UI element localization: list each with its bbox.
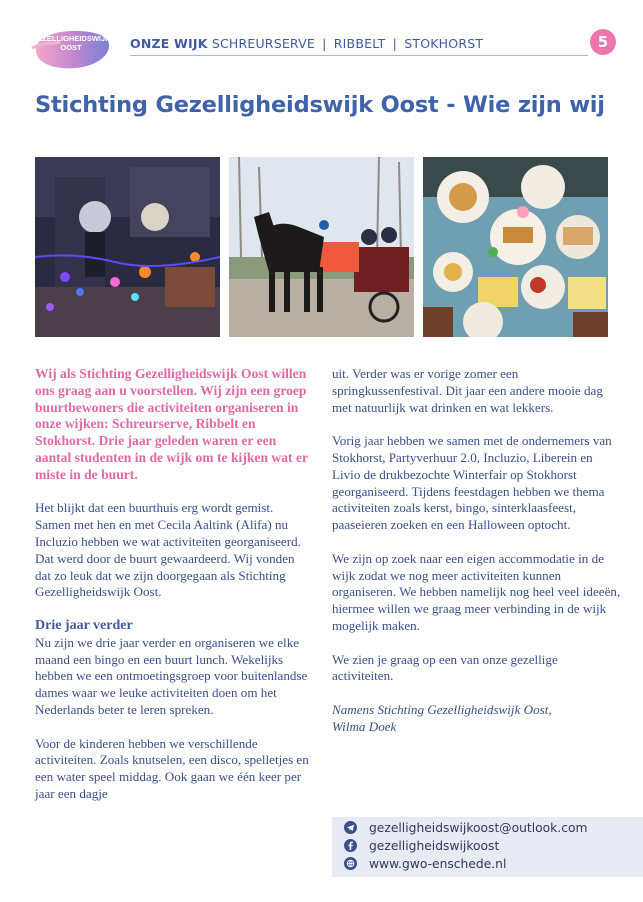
contact-email-link[interactable]: gezelligheidswijkoost@outlook.com xyxy=(369,821,588,835)
contact-facebook-link[interactable]: gezelligheidswijkoost xyxy=(369,839,500,853)
section-nav xyxy=(130,36,483,51)
nav-item-ribbelt: RIBBELT xyxy=(333,36,386,51)
logo xyxy=(30,22,112,72)
web-icon xyxy=(344,857,357,870)
page-header xyxy=(0,0,643,90)
horse-carriage-ride-icon xyxy=(229,157,414,337)
facebook-icon xyxy=(344,839,357,852)
breakfast-table-icon xyxy=(423,157,608,337)
nav-section-title: ONZE WIJK xyxy=(130,36,208,51)
article-column-right xyxy=(332,366,622,736)
page-number-badge: 5 xyxy=(590,29,616,55)
body-paragraph: Nu zijn we drie jaar verder en organiseren we elke maand een bingo en een buurt lunch. Wekelijks hebben we een ontmoetingsgroep voor buitenlandse dames waar we leuke activiteiten doen om het Nederlands beter te leren spreken. xyxy=(35,634,308,717)
body-paragraph: Vorig jaar hebben we samen met de ondernemers van Stokhorst, Partyverhuur 2.0, Incluzio, Liberein en Livio de drukbezochte Winterfair op Stokhorst georganiseerd. Tijdens feestdagen hebben we thema activiteiten zoals kerst, bingo, sinterklaasfeest, paaseieren zoeken en een Halloween optocht. xyxy=(332,433,612,533)
telegram-icon xyxy=(344,821,357,834)
article-column-left xyxy=(35,366,310,803)
photo-horse-carriage xyxy=(229,157,414,337)
body-paragraph: Voor de kinderen hebben we verschillende activiteiten. Zoals knutselen, een disco, spelletjes en een water speel middag. Ook gaan we één keer per jaar een dagje xyxy=(35,735,309,801)
nav-item-schreurserve: SCHREURSERVE xyxy=(211,36,315,51)
body-paragraph: We zijn op zoek naar een eigen accommodatie in de wijk zodat we nog meer activiteiten kunnen organiseren. We hebben namelijk nog heel veel ideeën, hiermee willen we graag meer verbinding in de wijk mogelijk maken. xyxy=(332,550,621,633)
body-paragraph: Het blijkt dat een buurthuis erg wordt gemist. Samen met hen en met Cecila Aaltink (Alifa) nu Incluzio hebben we wat activiteiten georganiseerd. Dat werd door de buurt gewaardeerd. Wij vonden dat zo leuk dat we zijn doorgegaan als Stichting Gezelligheidswijk Oost. xyxy=(35,500,301,600)
contact-email-row xyxy=(344,820,587,837)
contact-website-row xyxy=(344,856,506,873)
signature-name: Wilma Doek xyxy=(332,718,397,734)
nav-item-stokhorst: STOKHORST xyxy=(404,36,484,51)
contact-facebook-row xyxy=(344,838,499,855)
contact-website-link[interactable]: www.gwo-enschede.nl xyxy=(369,857,507,871)
photo-halloween-house xyxy=(35,157,220,337)
body-paragraph: uit. Verder was er vorige zomer een springkussenfestival. Dit jaar een andere mooie dag met natuurlijk wat drinken en wat lekkers. xyxy=(332,366,603,415)
nav-separator: | xyxy=(392,36,398,51)
halloween-decorated-house-icon xyxy=(35,157,220,337)
section-heading: Drie jaar verder xyxy=(35,617,133,633)
intro-paragraph: Wij als Stichting Gezelligheidswijk Oost willen ons graag aan u voorstellen. Wij zijn een groep buurtbewoners die activiteiten organiseren in onze wijken: Schreurserve, Ribbelt en Stokhorst. Drie jaar geleden waren er een aantal studenten in de wijk om te kijken wat er miste in de buurt. xyxy=(35,366,308,482)
page-title: Stichting Gezelligheidswijk Oost - Wie zijn wij xyxy=(35,92,605,118)
signature-line: Namens Stichting Gezelligheidswijk Oost, xyxy=(332,701,552,717)
contact-box xyxy=(332,817,643,877)
photo-breakfast-table xyxy=(423,157,608,337)
body-paragraph: We zien je graag op een van onze gezellige activiteiten. xyxy=(332,651,558,684)
nav-separator: | xyxy=(322,36,327,51)
logo-text: GEZELLIGHEIDSWIJK OOST xyxy=(31,34,111,52)
header-rule xyxy=(130,55,588,56)
